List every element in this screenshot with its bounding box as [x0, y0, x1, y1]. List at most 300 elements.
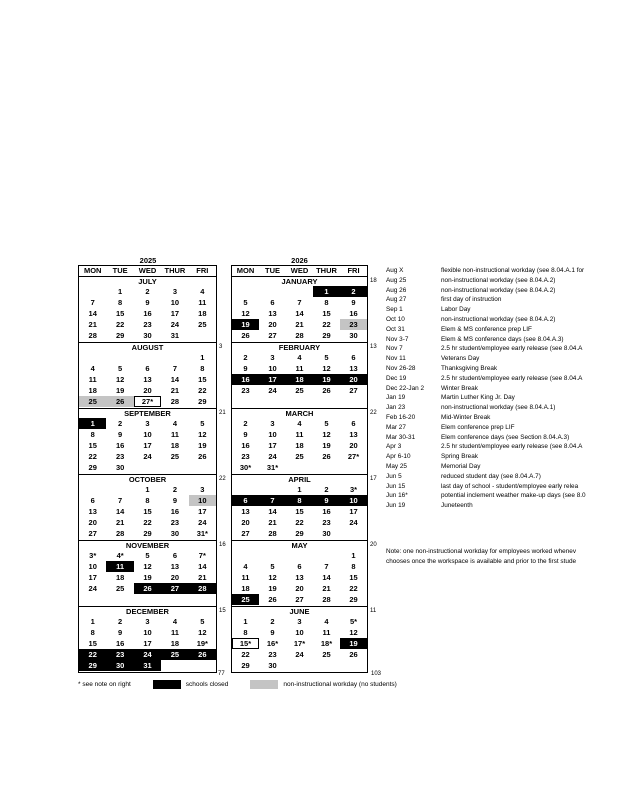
day-cell: 15: [349, 573, 358, 582]
event-description: potential inclement weather make-up days (see 8.0: [441, 492, 586, 500]
day-cell: 5: [145, 551, 150, 560]
event-description: Spring Break: [441, 453, 478, 461]
event-description: Elem conference prep LIF: [441, 423, 515, 431]
event-description: Labor Day: [441, 306, 471, 314]
day-cell: 25: [295, 452, 304, 461]
day-cell: 26: [198, 452, 207, 461]
day-cell: 25: [170, 452, 180, 461]
year-label-2025: 2025: [139, 256, 157, 265]
day-cell: 10: [143, 628, 152, 637]
day-cell: 22: [322, 320, 331, 329]
event-row: [386, 433, 618, 443]
day-cell: 24: [268, 386, 277, 395]
day-cell: 19: [313, 374, 340, 385]
event-date: Jan 19: [386, 394, 406, 402]
event-row: [386, 491, 618, 501]
day-cell: [232, 286, 259, 297]
day-cell: 27: [349, 386, 358, 395]
day-cell: [340, 462, 367, 473]
day-cell: 9: [313, 495, 340, 506]
week-row: [232, 550, 367, 561]
day-cell: 18: [241, 584, 250, 593]
day-cell: 5: [324, 419, 329, 428]
day-cell: 21: [170, 386, 180, 395]
day-cell: [259, 550, 286, 561]
event-date: Jun 19: [386, 502, 406, 510]
day-cell: 21: [198, 573, 207, 582]
day-cell: 13: [241, 507, 250, 516]
day-cell: 16*: [266, 639, 279, 648]
calendar-column-2025: [78, 265, 226, 673]
week-row: [232, 429, 367, 440]
total-days-left: 77: [218, 671, 225, 677]
day-cell: 13: [170, 562, 180, 571]
day-cell: 29: [115, 331, 125, 340]
month-name: NOVEMBER: [125, 541, 170, 550]
day-cell: 25: [161, 649, 188, 660]
day-cell: 7: [259, 495, 286, 506]
event-date: Apr 3: [386, 443, 402, 451]
note-line: Note: one non-instructional workday for employees worked whenev: [386, 548, 577, 555]
day-cell: 17: [349, 507, 358, 516]
day-cell: 7: [118, 496, 123, 505]
day-cell: 4: [172, 419, 177, 428]
day-cell: 11: [322, 628, 331, 637]
event-description: non-instructional workday (see 8.04.A.1): [441, 404, 556, 412]
day-cell: 30: [143, 331, 152, 340]
day-cell: [134, 594, 161, 605]
day-cell: 22: [241, 650, 250, 659]
event-row: [386, 364, 618, 374]
event-date: Mar 27: [386, 423, 406, 431]
day-cell: 18: [115, 573, 125, 582]
day-header: FRI: [196, 266, 209, 275]
month-block: [231, 343, 377, 409]
day-cell: 4: [297, 419, 302, 428]
day-header: TUE: [265, 266, 280, 275]
month-block: [231, 409, 377, 475]
calendar-column-2026: [231, 265, 377, 673]
week-row: [79, 418, 216, 429]
day-cell: 5: [270, 562, 275, 571]
event-row: [386, 325, 618, 335]
day-cell: 27*: [134, 396, 161, 407]
day-header: FRI: [347, 266, 360, 275]
event-date: Aug X: [386, 267, 404, 274]
day-cell: [106, 484, 133, 495]
month-block: [231, 607, 377, 673]
event-row: [386, 286, 618, 296]
day-cell: 5: [324, 353, 329, 362]
day-cell: 17*: [293, 639, 306, 648]
day-cell: 14: [88, 309, 97, 318]
day-cell: [286, 286, 313, 297]
event-row: [386, 384, 618, 394]
day-cell: 18: [88, 386, 97, 395]
week-row: [79, 660, 216, 671]
day-cell: 12: [198, 430, 207, 439]
day-cell: 18*: [320, 639, 333, 648]
day-cell: 20: [268, 320, 277, 329]
event-description: Thanksgiving Break: [441, 364, 498, 372]
legend-star-text: * see note on right: [78, 681, 131, 688]
day-cell: 25: [198, 320, 207, 329]
day-cell: 5: [200, 617, 205, 626]
day-cell: 6: [90, 496, 95, 505]
day-cell: [232, 550, 259, 561]
day-cell: 29: [79, 660, 106, 671]
day-cell: 28: [189, 583, 216, 594]
day-cell: 22: [295, 518, 304, 527]
day-cell: 3: [145, 617, 150, 626]
day-cell: 29: [88, 463, 97, 472]
day-cell: 9: [145, 298, 150, 307]
week-row: [232, 330, 367, 341]
day-cell: 28: [88, 331, 97, 340]
day-cell: 12: [198, 628, 207, 637]
day-cell: 2: [145, 287, 150, 296]
day-cell: 4: [90, 364, 95, 373]
month-name: FEBRUARY: [278, 343, 321, 352]
day-cell: 14: [198, 562, 207, 571]
week-row: [79, 484, 216, 495]
day-cell: 16: [170, 507, 180, 516]
week-row: [232, 319, 367, 330]
week-row: [232, 396, 367, 407]
day-cell: 6: [172, 551, 177, 560]
event-row: [386, 442, 618, 452]
day-cell: 24: [170, 320, 180, 329]
week-row: [232, 495, 367, 506]
day-cell: 24: [134, 649, 161, 660]
day-cell: 23: [241, 386, 250, 395]
day-cell: [189, 462, 216, 473]
day-cell: 6: [232, 495, 259, 506]
week-row: [79, 330, 216, 341]
event-row: [386, 315, 618, 325]
week-row: [232, 297, 367, 308]
day-cell: 6: [270, 298, 275, 307]
legend-gray-text: non-instructional workday (no students): [283, 681, 397, 688]
month-name: JANUARY: [281, 277, 318, 286]
event-description: non-instructional workday (see 8.04.A.2): [441, 315, 556, 323]
day-cell: 2: [118, 617, 123, 626]
day-cell: 3: [145, 419, 150, 428]
day-cell: 7: [297, 298, 302, 307]
day-cell: [189, 330, 216, 341]
event-description: Elem conference days (see Section 8.04.A.3): [441, 433, 570, 441]
event-date: Aug 25: [386, 276, 407, 284]
event-date: Jan 23: [386, 404, 406, 412]
day-cell: 5: [118, 364, 123, 373]
day-cell: 8: [324, 298, 329, 307]
event-description: non-instructional workday (see 8.04.A.2): [441, 286, 556, 294]
day-cell: 17: [268, 441, 277, 450]
day-cell: 17: [143, 441, 152, 450]
day-cell: 20: [349, 441, 358, 450]
event-description: Veterans Day: [441, 355, 480, 363]
day-cell: 25: [322, 650, 331, 659]
week-row: [79, 385, 216, 396]
event-description: Winter Break: [441, 384, 478, 392]
day-cell: 5: [243, 298, 248, 307]
day-cell: 3: [200, 485, 205, 494]
week-row: [79, 572, 216, 583]
day-cell: [79, 352, 106, 363]
day-cell: 26: [134, 583, 161, 594]
day-cell: 13: [295, 573, 304, 582]
event-description: Elem & MS conference days (see 8.04.A.3): [441, 335, 564, 343]
day-cell: [79, 484, 106, 495]
day-cell: 12: [322, 364, 331, 373]
day-cell: [79, 286, 106, 297]
day-cell: 23: [340, 319, 367, 330]
day-cell: 28: [295, 331, 304, 340]
event-description: first day of instruction: [441, 296, 502, 304]
day-cell: 3: [172, 287, 177, 296]
week-row: [79, 352, 216, 363]
week-row: [79, 396, 216, 407]
day-cell: [313, 396, 340, 407]
month-name: APRIL: [288, 475, 311, 484]
day-cell: [106, 594, 133, 605]
day-cell: 27: [268, 331, 277, 340]
day-header: THUR: [164, 266, 186, 275]
day-cell: 27: [88, 529, 97, 538]
day-header: MON: [236, 266, 255, 275]
day-cell: [340, 396, 367, 407]
day-cell: 11: [295, 430, 304, 439]
week-row: [232, 451, 367, 462]
day-cell: 14: [295, 309, 304, 318]
month-day-count: 3: [219, 344, 223, 350]
event-date: May 25: [386, 462, 407, 470]
event-description: reduced student day (see 8.04.A.7): [441, 472, 541, 480]
week-row: [79, 451, 216, 462]
week-row: [232, 528, 367, 539]
day-cell: 20: [170, 573, 180, 582]
day-header: TUE: [112, 266, 128, 275]
day-cell: 4: [243, 562, 248, 571]
week-row: [79, 374, 216, 385]
day-cell: [286, 396, 313, 407]
day-cell: 24: [349, 518, 358, 527]
day-cell: 1: [79, 418, 106, 429]
events-list: [386, 266, 618, 511]
event-date: Jun 15: [386, 482, 406, 490]
day-cell: 28: [322, 595, 331, 604]
week-row: [232, 440, 367, 451]
event-row: [386, 403, 618, 413]
day-cell: 8: [118, 298, 123, 307]
event-row: [386, 354, 618, 364]
event-description: Martin Luther King Jr. Day: [441, 394, 515, 402]
day-cell: 7: [172, 364, 177, 373]
day-cell: 15*: [232, 638, 259, 649]
day-cell: 13: [268, 309, 277, 318]
day-cell: 30: [170, 529, 180, 538]
day-cell: 23: [115, 452, 125, 461]
legend: [78, 680, 397, 689]
event-description: 2.5 hr student/employee early release (see 8.04.A: [441, 374, 583, 382]
event-date: Aug 27: [386, 296, 407, 304]
day-cell: 25: [232, 594, 259, 605]
day-cell: 19: [232, 319, 259, 330]
day-cell: 10: [340, 495, 367, 506]
event-row: [386, 276, 618, 286]
week-row: [232, 583, 367, 594]
day-cell: [189, 660, 216, 671]
day-cell: [313, 660, 340, 671]
day-cell: 25: [295, 386, 304, 395]
day-cell: 24: [268, 452, 277, 461]
day-cell: 4: [324, 617, 329, 626]
day-cell: 27: [241, 529, 250, 538]
day-cell: 9: [351, 298, 356, 307]
event-row: [386, 413, 618, 423]
day-cell: 25: [115, 584, 125, 593]
day-cell: 28: [115, 529, 125, 538]
event-date: Jun 5: [386, 472, 402, 480]
event-date: Dec 19: [386, 374, 407, 382]
day-cell: 18: [170, 441, 180, 450]
day-cell: [161, 352, 188, 363]
day-cell: 28: [268, 529, 277, 538]
week-row: [232, 462, 367, 473]
day-cell: [313, 550, 340, 561]
week-row: [79, 308, 216, 319]
day-cell: 13: [143, 375, 152, 384]
day-cell: 6: [297, 562, 302, 571]
event-date: Apr 6-10: [386, 453, 411, 461]
day-cell: [313, 462, 340, 473]
day-cell: 20: [295, 584, 304, 593]
day-cell: 19: [340, 638, 367, 649]
note-line: chooses once the workspace is available and prior to the first stude: [386, 558, 577, 565]
day-cell: 22: [349, 584, 358, 593]
month-name: MAY: [291, 541, 308, 550]
month-block: [78, 541, 226, 607]
day-cell: 11: [295, 364, 304, 373]
day-cell: 10: [295, 628, 304, 637]
day-cell: 18: [198, 309, 207, 318]
month-name: AUGUST: [131, 343, 164, 352]
day-cell: [340, 660, 367, 671]
day-cell: 5: [200, 419, 205, 428]
day-cell: 1: [351, 551, 356, 560]
month-day-count: 20: [370, 542, 377, 548]
week-row: [232, 638, 367, 649]
day-cell: 9: [243, 364, 248, 373]
month-block: [231, 277, 377, 343]
day-cell: 8: [200, 364, 205, 373]
day-cell: 17: [143, 639, 152, 648]
event-row: [386, 344, 618, 354]
event-date: Feb 16-20: [386, 413, 416, 421]
week-row: [232, 506, 367, 517]
event-row: [386, 295, 618, 305]
week-row: [232, 561, 367, 572]
day-cell: 31: [170, 331, 180, 340]
day-cell: 29: [241, 661, 250, 670]
day-cell: 8: [90, 628, 95, 637]
day-cell: 19: [322, 441, 331, 450]
event-description: 2.5 hr student/employee early release (see 8.04.A: [441, 443, 583, 451]
day-cell: 26: [268, 595, 277, 604]
day-cell: 14: [170, 375, 180, 384]
week-row: [232, 627, 367, 638]
week-row: [232, 418, 367, 429]
day-cell: 6: [145, 364, 150, 373]
day-cell: 17: [170, 309, 180, 318]
day-cell: 2: [172, 485, 177, 494]
week-row: [232, 374, 367, 385]
month-block: [231, 541, 377, 607]
day-cell: [161, 660, 188, 671]
day-cell: 13: [88, 507, 97, 516]
day-cell: 29: [322, 331, 331, 340]
event-row: [386, 305, 618, 315]
day-cell: 16: [349, 309, 358, 318]
event-row: [386, 374, 618, 384]
week-row: [79, 440, 216, 451]
day-cell: 12: [349, 628, 358, 637]
event-row: [386, 472, 618, 482]
month-block: [231, 475, 377, 541]
event-date: Oct 10: [386, 315, 405, 323]
day-cell: 20: [241, 518, 250, 527]
day-cell: 30: [268, 661, 277, 670]
week-row: [79, 528, 216, 539]
day-cell: 6: [351, 419, 356, 428]
event-row: [386, 501, 618, 511]
day-cell: 9: [270, 628, 275, 637]
day-cell: 24: [295, 650, 304, 659]
event-description: Juneteenth: [441, 502, 473, 510]
week-row: [79, 506, 216, 517]
week-row: [79, 550, 216, 561]
day-cell: [161, 462, 188, 473]
day-cell: 30: [322, 529, 331, 538]
day-cell: 19: [143, 573, 152, 582]
day-cell: 12: [268, 573, 277, 582]
event-date: Nov 7: [386, 345, 403, 353]
day-cell: 26: [106, 396, 133, 407]
day-header-row: [78, 265, 217, 277]
day-cell: 11: [198, 298, 207, 307]
day-cell: 3: [297, 617, 302, 626]
day-cell: [286, 550, 313, 561]
day-cell: 16: [115, 441, 125, 450]
day-cell: 21: [295, 320, 304, 329]
day-cell: [232, 484, 259, 495]
day-cell: [134, 352, 161, 363]
month-day-count: 11: [370, 608, 377, 614]
day-cell: 8: [286, 495, 313, 506]
day-header: THUR: [316, 266, 337, 275]
week-row: [232, 363, 367, 374]
day-cell: 12: [115, 375, 125, 384]
month-day-count: 22: [370, 410, 377, 416]
month-day-count: 22: [219, 476, 226, 482]
day-cell: 21: [88, 320, 97, 329]
day-cell: 2: [243, 353, 248, 362]
day-cell: 23: [143, 320, 152, 329]
week-row: [79, 495, 216, 506]
day-cell: 16: [115, 639, 125, 648]
day-cell: 30: [106, 660, 133, 671]
day-cell: 12: [241, 309, 250, 318]
